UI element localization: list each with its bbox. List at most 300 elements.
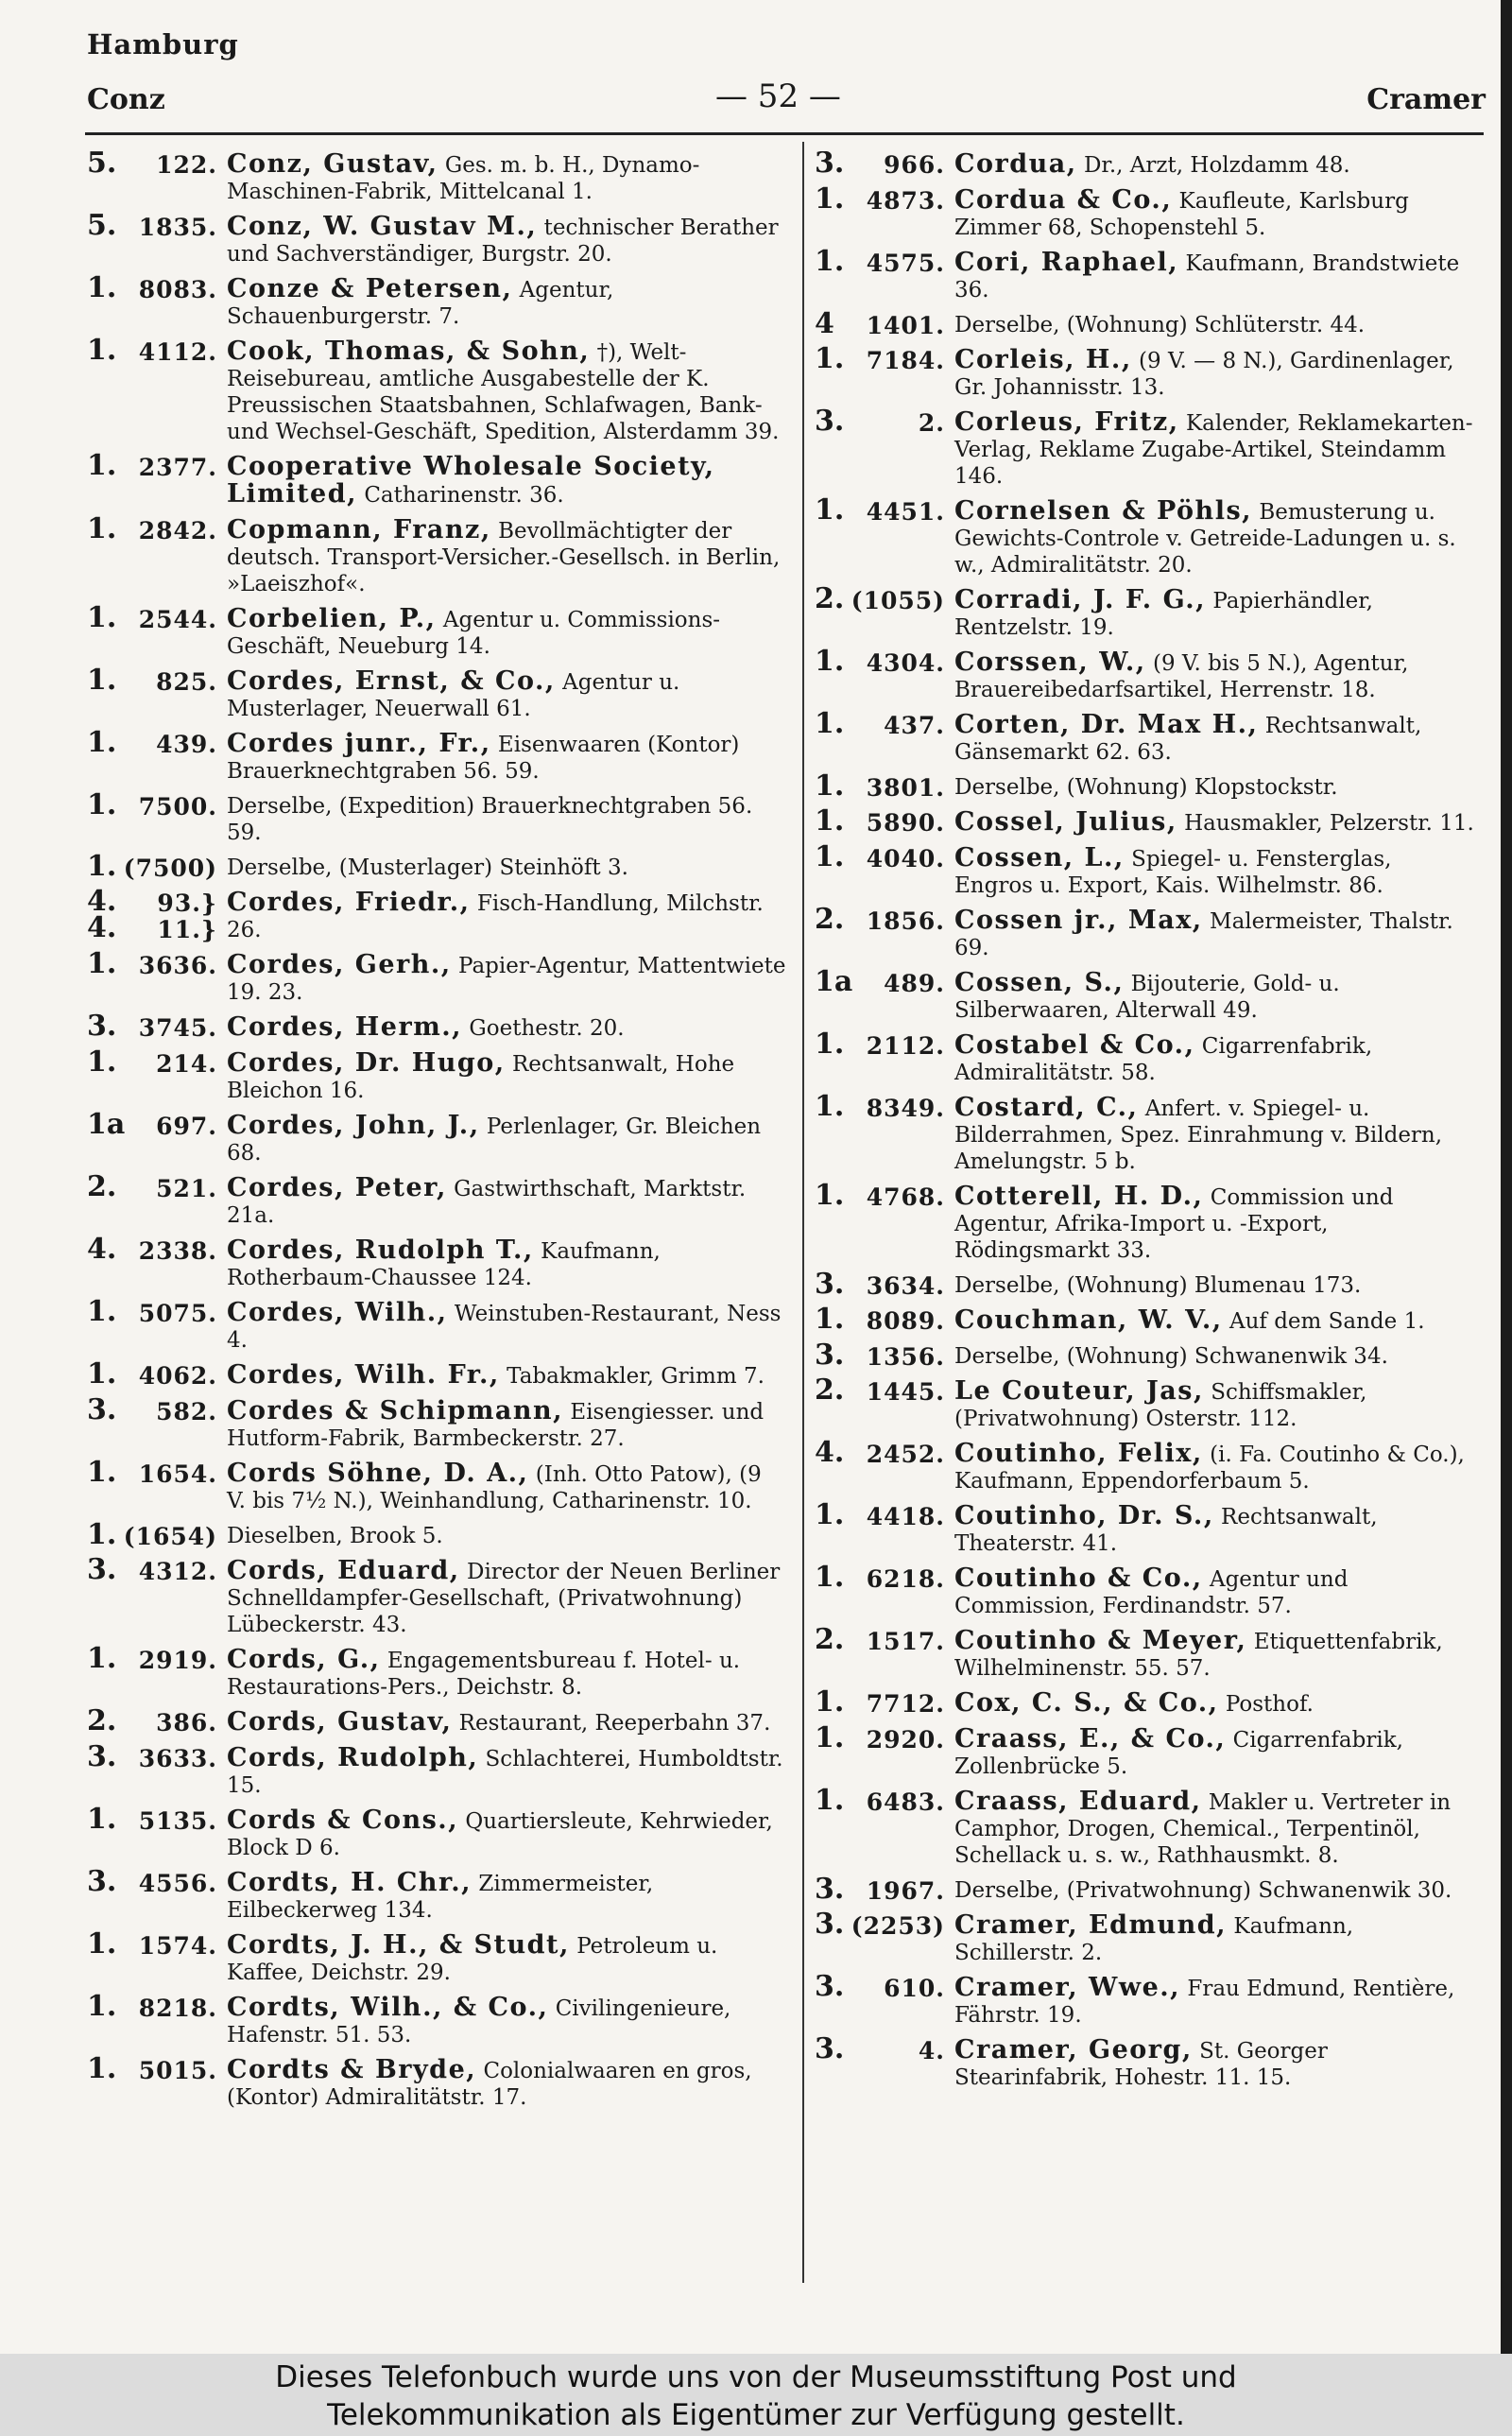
subscriber-details: Colonialwaaren en gros, (Kontor) Admiralitätstr. 17. — [227, 2059, 752, 2110]
phone-exchange-class: 4. — [815, 1436, 845, 1469]
phone-exchange-class: 2. — [87, 1170, 117, 1203]
phone-number: 489. — [884, 970, 945, 997]
subscriber-name: Craass, Eduard, — [954, 1787, 1202, 1816]
subscriber-details: Kaufmann, Brandstwiete 36. — [954, 251, 1460, 302]
directory-entry — [815, 1498, 1476, 1557]
subscriber-name: Cramer, Edmund, — [954, 1910, 1228, 1940]
phone-number: 6218. — [866, 1565, 945, 1593]
subscriber-details: Papier-Agentur, Mattentwiete 19. 23. — [227, 954, 786, 1005]
subscriber-details: technischer Berather und Sachverständiger, Burgstr. 20. — [227, 216, 779, 267]
phone-number: 2842. — [138, 517, 217, 544]
phone-exchange-class: 3. — [87, 1393, 117, 1426]
subscriber-name: Cordes junr., Fr., — [227, 729, 491, 758]
subscriber-name: Corleus, Fritz, — [954, 407, 1179, 437]
subscriber-name: Cords, G., — [227, 1645, 381, 1674]
phone-number: 3633. — [138, 1745, 217, 1772]
directory-entry — [815, 182, 1476, 241]
phone-number: 4040. — [866, 845, 945, 872]
header-rule — [85, 132, 1484, 135]
subscriber-name: Cords Söhne, D. A., — [227, 1459, 529, 1488]
directory-entry — [87, 1803, 786, 1861]
directory-entry — [815, 1685, 1476, 1719]
directory-entry — [815, 1721, 1476, 1780]
subscriber-name: Conz, W. Gustav M., — [227, 212, 538, 241]
phone-exchange-class: 1. — [87, 271, 117, 304]
subscriber-details: Spiegel- u. Fensterglas, Engros u. Export, Kais. Wilhelmstr. 86. — [954, 847, 1392, 898]
phone-exchange-class: 3. — [815, 1339, 845, 1372]
subscriber-details: Dieselben, Brook 5. — [227, 1524, 443, 1548]
phone-exchange-class: 1. — [815, 1685, 845, 1719]
phone-number: 1835. — [138, 214, 217, 241]
subscriber-name: Cramer, Wwe., — [954, 1973, 1181, 2002]
subscriber-name: Cordts, H. Chr., — [227, 1868, 472, 1897]
directory-entry — [87, 1357, 786, 1391]
phone-number: 582. — [156, 1398, 217, 1425]
phone-number: 825. — [156, 668, 217, 696]
subscriber-details: Derselbe, (Privatwohnung) Schwanenwik 30. — [954, 1878, 1452, 1903]
phone-number: 437. — [884, 712, 945, 739]
phone-exchange-class: 1. — [815, 1561, 845, 1594]
phone-exchange-class: 1. — [815, 1028, 845, 1061]
subscriber-name: Cordts, J. H., & Studt, — [227, 1930, 570, 1960]
phone-exchange-class: 1a — [815, 965, 853, 998]
subscriber-details: Goethestr. 20. — [469, 1016, 625, 1041]
subscriber-details: Bevollmächtigter der deutsch. Transport-Versicher.-Gesellsch. in Berlin, »Laeiszhof«. — [227, 519, 781, 596]
phone-number: 4575. — [866, 250, 945, 277]
phone-exchange-class: 1. — [815, 1784, 845, 1817]
subscriber-details: Director der Neuen Berliner Schnelldampfer-Gesellschaft, (Privatwohnung) Lübeckerstr. 43. — [227, 1560, 781, 1637]
phone-number: 4112. — [138, 338, 217, 366]
directory-entry — [815, 1623, 1476, 1682]
phone-number: 122. — [156, 151, 217, 179]
subscriber-details: Derselbe, (Wohnung) Schwanenwik 34. — [954, 1344, 1388, 1369]
directory-entry — [815, 493, 1476, 579]
left-column — [87, 151, 786, 2288]
subscriber-details: Rechtsanwalt, Hohe Bleichon 16. — [227, 1052, 735, 1103]
phone-number: 4556. — [138, 1870, 217, 1897]
subscriber-details: Schiffsmakler, (Privatwohnung) Osterstr. 112. — [954, 1380, 1367, 1431]
subscriber-name: Cordua & Co., — [954, 185, 1173, 215]
directory-entry — [87, 449, 786, 509]
directory-entry — [815, 804, 1476, 838]
scan-edge — [1501, 0, 1512, 2354]
subscriber-details: Ges. m. b. H., Dynamo-Maschinen-Fabrik, Mittelcanal 1. — [227, 153, 700, 204]
directory-entry — [87, 1704, 786, 1737]
phone-number: (1654) — [123, 1523, 217, 1550]
phone-number: 3634. — [866, 1272, 945, 1300]
directory-entry — [87, 1927, 786, 1986]
phone-exchange-class: 3. — [87, 1553, 117, 1586]
phone-exchange-class: 1. — [815, 1721, 845, 1754]
directory-entry — [87, 1518, 786, 1551]
directory-entry — [87, 2052, 786, 2111]
subscriber-name: Costard, C., — [954, 1093, 1139, 1122]
subscriber-name: Cordes & Schipmann, — [227, 1396, 564, 1425]
directory-entry — [87, 1553, 786, 1638]
phone-number: 2920. — [866, 1726, 945, 1754]
phone-exchange-class: 3. — [815, 1908, 845, 1941]
phone-exchange-class: 5. — [87, 151, 117, 180]
directory-entry — [815, 151, 1476, 179]
phone-exchange-class: 1. — [87, 1642, 117, 1675]
subscriber-name: Cords, Eduard, — [227, 1556, 460, 1585]
subscriber-name: Cornelsen & Pöhls, — [954, 496, 1253, 526]
phone-exchange-class: 1. — [87, 512, 117, 545]
phone-exchange-class: 1. — [815, 493, 845, 527]
subscriber-details: Derselbe, (Wohnung) Blumenau 173. — [954, 1273, 1362, 1298]
subscriber-name: Coutinho & Meyer, — [954, 1626, 1247, 1655]
phone-exchange-class: 1. — [87, 2052, 117, 2085]
subscriber-name: Cossel, Julius, — [954, 807, 1177, 837]
subscriber-details: Zimmermeister, Eilbeckerweg 134. — [227, 1872, 654, 1923]
subscriber-name: Cossen jr., Max, — [954, 906, 1203, 935]
directory-entry — [87, 334, 786, 445]
subscriber-name: Coutinho, Dr. S., — [954, 1501, 1214, 1530]
subscriber-name: Cossen, S., — [954, 968, 1125, 997]
phone-number: 5890. — [866, 809, 945, 837]
phone-exchange-class: 2. — [815, 903, 845, 936]
subscriber-details: Auf dem Sande 1. — [1228, 1309, 1425, 1334]
subscriber-details: Hausmakler, Pelzerstr. 11. — [1184, 811, 1474, 836]
subscriber-details: Kaufleute, Karlsburg Zimmer 68, Schopenstehl 5. — [954, 189, 1409, 240]
directory-entry — [815, 1303, 1476, 1336]
subscriber-details: Engagementsbureau f. Hotel- u. Restaurations-Pers., Deichstr. 8. — [227, 1649, 741, 1700]
phone-exchange-class: 3. — [815, 1873, 845, 1906]
subscriber-name: Cordes, Rudolph T., — [227, 1235, 534, 1265]
phone-number: 439. — [156, 731, 217, 758]
phone-exchange-class: 3. — [815, 2032, 845, 2065]
subscriber-details: St. Georger Stearinfabrik, Hohestr. 11. 15. — [954, 2039, 1328, 2090]
subscriber-details: Restaurant, Reeperbahn 37. — [458, 1711, 771, 1736]
phone-exchange-class: 1. — [815, 645, 845, 678]
phone-exchange-class: 1. — [815, 1090, 845, 1123]
subscriber-details: Petroleum u. Kaffee, Deichstr. 29. — [227, 1934, 718, 1985]
subscriber-details: Derselbe, (Wohnung) Klopstockstr. — [954, 775, 1338, 800]
header-last-entry: Cramer — [1366, 83, 1486, 116]
phone-exchange-class: 1. — [87, 850, 117, 883]
subscriber-details: Agentur, Schauenburgerstr. 7. — [227, 278, 614, 329]
subscriber-details: Papierhändler, Rentzelstr. 19. — [954, 589, 1373, 640]
subscriber-name: Cords, Rudolph, — [227, 1743, 479, 1772]
subscriber-details: (Inh. Otto Patow), (9 V. bis 7½ N.), Weinhandlung, Catharinenstr. 10. — [227, 1462, 762, 1513]
subscriber-details: Etiquettenfabrik, Wilhelminenstr. 55. 57. — [954, 1630, 1443, 1681]
subscriber-name: Cordes, Wilh., — [227, 1298, 448, 1327]
subscriber-details: Fisch-Handlung, Milchstr. 26. — [227, 891, 764, 942]
subscriber-name: Copmann, Franz, — [227, 515, 491, 544]
phone-number: 386. — [156, 1709, 217, 1736]
subscriber-name: Cordes, Friedr., — [227, 888, 471, 917]
directory-entry — [87, 788, 786, 846]
subscriber-name: Cordes, Ernst, & Co., — [227, 666, 556, 696]
phone-exchange-class: 1. — [87, 947, 117, 980]
phone-exchange-class: 1. — [87, 788, 117, 821]
subscriber-name: Coutinho & Co., — [954, 1564, 1203, 1593]
phone-number: 4304. — [866, 649, 945, 677]
phone-exchange-class: 1. — [87, 726, 117, 759]
directory-entry — [87, 1642, 786, 1701]
directory-entry — [87, 726, 786, 785]
directory-entry — [815, 1784, 1476, 1869]
directory-entry — [815, 965, 1476, 1024]
subscriber-details: Kalender, Reklamekarten-Verlag, Reklame Zugabe-Artikel, Steindamm 146. — [954, 411, 1473, 489]
subscriber-name: Conz, Gustav, — [227, 151, 438, 179]
subscriber-details: Agentur u. Commissions-Geschäft, Neueburg 14. — [227, 608, 721, 659]
subscriber-details: Bemusterung u. Gewichts-Controle v. Getreide-Ladungen u. s. w., Admiralitätstr. 20. — [954, 500, 1456, 578]
phone-number: 93.} 11.} — [157, 890, 217, 943]
phone-number: 5135. — [138, 1807, 217, 1835]
directory-entry — [87, 947, 786, 1006]
phone-number: 8089. — [866, 1307, 945, 1335]
phone-exchange-class: 3. — [815, 1268, 845, 1301]
phone-number: 3801. — [866, 774, 945, 802]
phone-number: 697. — [156, 1113, 217, 1140]
subscriber-name: Cordes, John, J., — [227, 1111, 480, 1140]
phone-exchange-class: 1. — [815, 1498, 845, 1531]
directory-entry — [815, 769, 1476, 803]
directory-entry — [87, 664, 786, 722]
subscriber-details: Civilingenieure, Hafenstr. 51. 53. — [227, 1996, 731, 2047]
directory-entry — [815, 342, 1476, 401]
subscriber-details: †), Welt-Reisebureau, amtliche Ausgabestelle der K. Preussischen Staatsbahnen, Schlafwagen, Bank- und Wechsel-Geschäft, Spedition, Alsterdamm 39. — [227, 340, 780, 444]
subscriber-details: Rechtsanwalt, Gänsemarkt 62. 63. — [954, 714, 1422, 765]
directory-entry — [87, 1108, 786, 1166]
subscriber-name: Cordts & Bryde, — [227, 2055, 477, 2084]
directory-entry — [87, 1233, 786, 1291]
phone-exchange-class: 1. — [87, 1357, 117, 1391]
directory-entry — [815, 1090, 1476, 1175]
subscriber-details: Anfert. v. Spiegel- u. Bilderrahmen, Spez. Einrahmung v. Bildern, Amelungstr. 5 b. — [954, 1097, 1443, 1174]
phone-number: 5015. — [138, 2057, 217, 2084]
phone-number: (2253) — [850, 1912, 945, 1940]
subscriber-name: Corssen, W., — [954, 648, 1146, 677]
directory-entry — [87, 1456, 786, 1514]
directory-entry — [87, 209, 786, 268]
phone-number: 2. — [918, 409, 945, 437]
phone-number: 4. — [918, 2037, 945, 2065]
subscriber-name: Cords, Gustav, — [227, 1707, 453, 1736]
subscriber-name: Cordua, — [954, 151, 1077, 179]
subscriber-details: Gastwirthschaft, Marktstr. 21a. — [227, 1177, 747, 1228]
directory-entry — [87, 1045, 786, 1104]
directory-entry — [815, 1970, 1476, 2029]
phone-number: 966. — [884, 151, 945, 179]
directory-entry — [87, 151, 786, 205]
page-number: — 52 — — [715, 78, 841, 115]
footer-notice — [0, 2354, 1512, 2436]
subscriber-details: Derselbe, (Wohnung) Schlüterstr. 44. — [954, 313, 1366, 337]
phone-exchange-class: 1. — [87, 1456, 117, 1489]
directory-entry — [87, 1865, 786, 1924]
directory-entry — [87, 1393, 786, 1452]
phone-number: 4873. — [866, 187, 945, 215]
subscriber-details: Perlenlager, Gr. Bleichen 68. — [227, 1114, 762, 1166]
phone-number: 1654. — [138, 1460, 217, 1488]
directory-entry — [815, 1561, 1476, 1619]
phone-number: 2544. — [138, 606, 217, 633]
directory-entry — [815, 1908, 1476, 1966]
phone-exchange-class: 1. — [87, 1295, 117, 1328]
subscriber-name: Cox, C. S., & Co., — [954, 1688, 1219, 1718]
subscriber-details: Kaufmann, Rotherbaum-Chaussee 124. — [227, 1239, 661, 1290]
directory-entry — [815, 1028, 1476, 1086]
phone-number: (1055) — [850, 587, 945, 614]
phone-number: 1856. — [866, 907, 945, 935]
directory-entry — [815, 645, 1476, 703]
phone-number: 2452. — [866, 1441, 945, 1468]
directory-entry — [815, 2032, 1476, 2091]
phone-exchange-class: 1. — [87, 1803, 117, 1836]
subscriber-details: Quartiersleute, Kehrwieder, Block D 6. — [227, 1809, 773, 1860]
phone-exchange-class: 2. — [87, 1704, 117, 1737]
subscriber-details: Derselbe, (Expedition) Brauerknechtgraben 56. 59. — [227, 794, 753, 845]
subscriber-name: Cordes, Gerh., — [227, 950, 452, 979]
phone-exchange-class: 3. — [87, 1740, 117, 1773]
subscriber-name: Cordes, Peter, — [227, 1173, 447, 1202]
subscriber-details: Cigarrenfabrik, Admiralitätstr. 58. — [954, 1034, 1373, 1085]
subscriber-name: Cori, Raphael, — [954, 248, 1179, 277]
phone-number: 1967. — [866, 1877, 945, 1905]
header-first-entry: Conz — [87, 83, 165, 116]
phone-number: 2919. — [138, 1647, 217, 1674]
subscriber-name: Corradi, J. F. G., — [954, 585, 1207, 614]
subscriber-details: Agentur und Commission, Ferdinandstr. 57. — [954, 1567, 1349, 1618]
phone-exchange-class: 2. — [815, 1623, 845, 1656]
phone-exchange-class: 2. — [815, 582, 845, 615]
phone-number: 4418. — [866, 1503, 945, 1530]
directory-entry — [815, 1339, 1476, 1372]
directory-entry — [815, 840, 1476, 899]
subscriber-details: Malermeister, Thalstr. 69. — [954, 909, 1453, 960]
subscriber-name: Couchman, W. V., — [954, 1305, 1223, 1335]
phone-number: 4768. — [866, 1183, 945, 1211]
subscriber-details: Posthof. — [1225, 1692, 1314, 1717]
subscriber-details: Bijouterie, Gold- u. Silberwaaren, Alterwall 49. — [954, 972, 1340, 1023]
footer-line-2: Telekommunikation als Eigentümer zur Verfügung gestellt. — [327, 2398, 1185, 2432]
subscriber-details: Tabakmakler, Grimm 7. — [507, 1364, 765, 1389]
directory-entry — [815, 707, 1476, 766]
running-header — [87, 78, 1486, 125]
phone-exchange-class: 2. — [815, 1373, 845, 1407]
subscriber-name: Cordes, Dr. Hugo, — [227, 1048, 506, 1078]
directory-entry — [815, 1179, 1476, 1264]
directory-entry — [87, 885, 786, 944]
subscriber-name: Cooperative Wholesale Society, Limited, — [227, 452, 715, 509]
directory-entry — [87, 271, 786, 330]
directory-entry — [815, 903, 1476, 961]
subscriber-name: Cotterell, H. D., — [954, 1182, 1204, 1211]
phone-exchange-class: 1. — [815, 769, 845, 803]
subscriber-name: Corbelien, P., — [227, 604, 437, 633]
subscriber-details: Weinstuben-Restaurant, Ness 4. — [227, 1302, 782, 1353]
phone-exchange-class: 4. 4. — [87, 885, 117, 944]
phone-exchange-class: 1. — [87, 664, 117, 697]
subscriber-details: Dr., Arzt, Holzdamm 48. — [1083, 153, 1350, 178]
phone-exchange-class: 1a — [87, 1108, 126, 1141]
phone-exchange-class: 1. — [87, 601, 117, 634]
subscriber-name: Costabel & Co., — [954, 1030, 1195, 1060]
phone-exchange-class: 1. — [87, 1045, 117, 1079]
subscriber-name: Cords & Cons., — [227, 1805, 459, 1835]
directory-entry — [815, 245, 1476, 303]
directory-entry — [87, 1295, 786, 1354]
directory-entry — [815, 1268, 1476, 1301]
phone-exchange-class: 3. — [815, 405, 845, 438]
phone-exchange-class: 3. — [87, 1865, 117, 1898]
phone-exchange-class: 1. — [87, 334, 117, 367]
phone-number: 4451. — [866, 498, 945, 526]
phone-number: 1401. — [866, 312, 945, 339]
phone-number: 2112. — [866, 1032, 945, 1060]
phone-exchange-class: 1. — [815, 840, 845, 873]
subscriber-name: Corten, Dr. Max H., — [954, 710, 1259, 739]
phone-exchange-class: 3. — [815, 151, 845, 180]
phone-exchange-class: 1. — [87, 1927, 117, 1961]
phone-number: 7500. — [138, 793, 217, 821]
phone-exchange-class: 3. — [87, 1010, 117, 1043]
subscriber-name: Cossen, L., — [954, 843, 1125, 872]
directory-entry — [87, 512, 786, 597]
subscriber-details: Agentur u. Musterlager, Neuerwall 61. — [227, 670, 680, 721]
directory-entry — [87, 601, 786, 660]
phone-exchange-class: 1. — [815, 182, 845, 216]
directory-entry — [87, 1170, 786, 1229]
subscriber-details: (9 V. bis 5 N.), Agentur, Brauereibedarfsartikel, Herrenstr. 18. — [954, 651, 1409, 702]
phone-number: 7712. — [866, 1690, 945, 1718]
directory-entry — [87, 1740, 786, 1799]
phone-exchange-class: 1. — [87, 1518, 117, 1551]
phone-exchange-class: 3. — [815, 1970, 845, 2003]
subscriber-details: Cigarrenfabrik, Zollenbrücke 5. — [954, 1728, 1403, 1779]
subscriber-name: Cramer, Georg, — [954, 2035, 1193, 2065]
subscriber-name: Cordts, Wilh., & Co., — [227, 1993, 549, 2022]
subscriber-details: Catharinenstr. 36. — [364, 483, 564, 508]
directory-entry — [87, 1010, 786, 1043]
phone-exchange-class: 4 — [815, 307, 834, 340]
subscriber-details: Makler u. Vertreter in Camphor, Drogen, Chemical., Terpentinöl, Schellack u. s. w., Rathhausmkt. 8. — [954, 1790, 1452, 1868]
directory-entry — [815, 405, 1476, 490]
subscriber-details: Commission und Agentur, Afrika-Import u. -Export, Rödingsmarkt 33. — [954, 1185, 1394, 1263]
phone-exchange-class: 1. — [815, 245, 845, 278]
city-heading: Hamburg — [87, 28, 239, 60]
directory-entry — [815, 1436, 1476, 1494]
phone-number: (7500) — [123, 855, 217, 882]
subscriber-details: Schlachterei, Humboldtstr. 15. — [227, 1747, 783, 1798]
subscriber-details: Frau Edmund, Rentière, Fährstr. 19. — [954, 1977, 1455, 2028]
phone-exchange-class: 5. — [87, 209, 117, 242]
right-column — [815, 151, 1476, 2288]
subscriber-name: Coutinho, Felix, — [954, 1439, 1203, 1468]
phone-exchange-class: 1. — [815, 1303, 845, 1336]
phone-number: 1445. — [866, 1378, 945, 1406]
subscriber-details: Eisengiesser. und Hutform-Fabrik, Barmbeckerstr. 27. — [227, 1400, 765, 1451]
subscriber-name: Le Couteur, Jas, — [954, 1376, 1204, 1406]
column-divider — [802, 142, 804, 2283]
subscriber-details: Eisenwaaren (Kontor) Brauerknechtgraben 56. 59. — [227, 733, 740, 784]
phone-exchange-class: 4. — [87, 1233, 117, 1266]
phone-number: 7184. — [866, 347, 945, 374]
directory-entry — [815, 1873, 1476, 1906]
directory-entry — [87, 850, 786, 883]
phone-exchange-class: 1. — [815, 1179, 845, 1212]
subscriber-details: (9 V. — 8 N.), Gardinenlager, Gr. Johannisstr. 13. — [954, 349, 1454, 400]
phone-number: 8218. — [138, 1995, 217, 2022]
subscriber-name: Cordes, Wilh. Fr., — [227, 1360, 500, 1390]
phone-number: 4312. — [138, 1558, 217, 1585]
subscriber-name: Cordes, Herm., — [227, 1012, 463, 1042]
subscriber-name: Craass, E., & Co., — [954, 1724, 1227, 1754]
phone-number: 2338. — [138, 1237, 217, 1265]
phone-number: 521. — [156, 1175, 217, 1202]
